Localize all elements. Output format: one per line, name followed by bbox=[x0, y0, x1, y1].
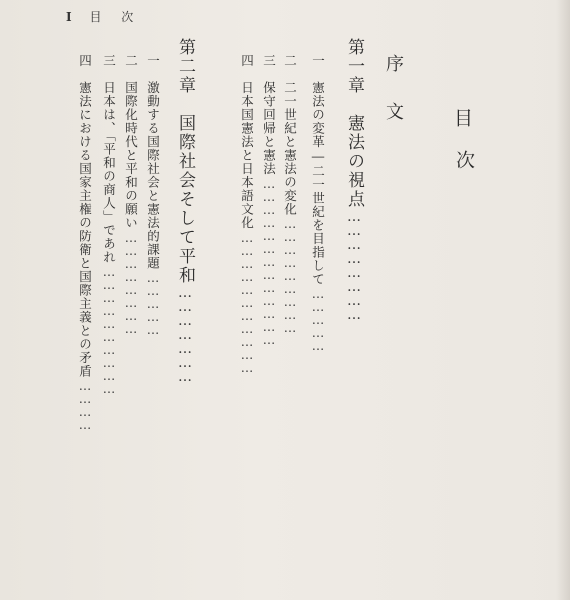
chapter1-item bbox=[262, 54, 275, 345]
chapter2-item bbox=[102, 54, 115, 394]
page-number: I bbox=[66, 10, 72, 24]
chapter1-item-text: 二一世紀と憲法の変化 bbox=[282, 81, 298, 216]
chapter1-item bbox=[311, 54, 324, 351]
chapter1-item-text: 憲法の変革―二一世紀を目指して bbox=[310, 81, 326, 286]
chapter2-item-text: 憲法における国家主権の防衛と国際主義との矛盾 bbox=[77, 81, 93, 378]
chapter2-item bbox=[78, 54, 91, 430]
chapter1-item bbox=[240, 54, 253, 373]
chapter2-title: 第二章 国際社会そして平和 bbox=[175, 38, 195, 285]
chapter1-item-leader: ………………………………… bbox=[261, 175, 277, 345]
chapter2-item-leader: …………………… bbox=[123, 229, 139, 334]
chapter1-item-num: 三 bbox=[261, 54, 277, 68]
chapter2-item-text: 日本は、「平和の商人」であれ bbox=[101, 81, 117, 264]
header-char-1: 目 bbox=[89, 10, 102, 24]
chapter1-item bbox=[283, 54, 296, 333]
running-header bbox=[66, 8, 133, 25]
chapter2-item-leader: …………… bbox=[145, 270, 161, 335]
toc-title-char-1: 目 bbox=[451, 108, 473, 127]
chapter2-item-num: 一 bbox=[145, 54, 161, 68]
chapter1-item-text: 保守回帰と憲法 bbox=[261, 81, 277, 176]
chapter1-item-leader: …………… bbox=[310, 286, 326, 351]
chapter1-item-text: 日本国憲法と日本語文化 bbox=[239, 81, 255, 230]
header-char-2: 次 bbox=[121, 10, 134, 24]
chapter1-item-num: 一 bbox=[310, 54, 326, 68]
chapter2-item bbox=[124, 54, 137, 334]
chapter2-item-text: 激動する国際社会と憲法的課題 bbox=[145, 81, 161, 270]
chapter2-item bbox=[146, 54, 159, 335]
chapter2-item-text: 国際化時代と平和の願い bbox=[123, 81, 139, 230]
toc-title bbox=[452, 108, 471, 127]
chapter2-item-leader: ………… bbox=[77, 378, 93, 430]
chapter1-leader: …………………… bbox=[346, 209, 362, 321]
page-edge-shadow bbox=[556, 0, 570, 600]
chapter1-item-num: 四 bbox=[239, 54, 255, 68]
chapter2-leader: ………………… bbox=[177, 285, 193, 383]
chapter2-item-leader: ………………………… bbox=[101, 263, 117, 394]
chapter2-item-num: 二 bbox=[123, 54, 139, 68]
chapter2-item-num: 四 bbox=[77, 54, 93, 68]
preface-entry bbox=[384, 54, 402, 126]
chapter1-heading bbox=[345, 38, 362, 321]
toc-title-2 bbox=[454, 150, 473, 169]
chapter2-heading bbox=[176, 38, 193, 383]
chapter1-item-num: 二 bbox=[282, 54, 298, 68]
preface-label: 序 文 bbox=[383, 54, 404, 126]
chapter1-item-leader: …………………………… bbox=[239, 229, 255, 373]
toc-title-char-2: 次 bbox=[453, 150, 475, 169]
chapter1-title: 第一章 憲法の視点 bbox=[344, 38, 364, 209]
chapter1-item-leader: ……………………… bbox=[282, 216, 298, 333]
chapter2-item-num: 三 bbox=[101, 54, 117, 68]
